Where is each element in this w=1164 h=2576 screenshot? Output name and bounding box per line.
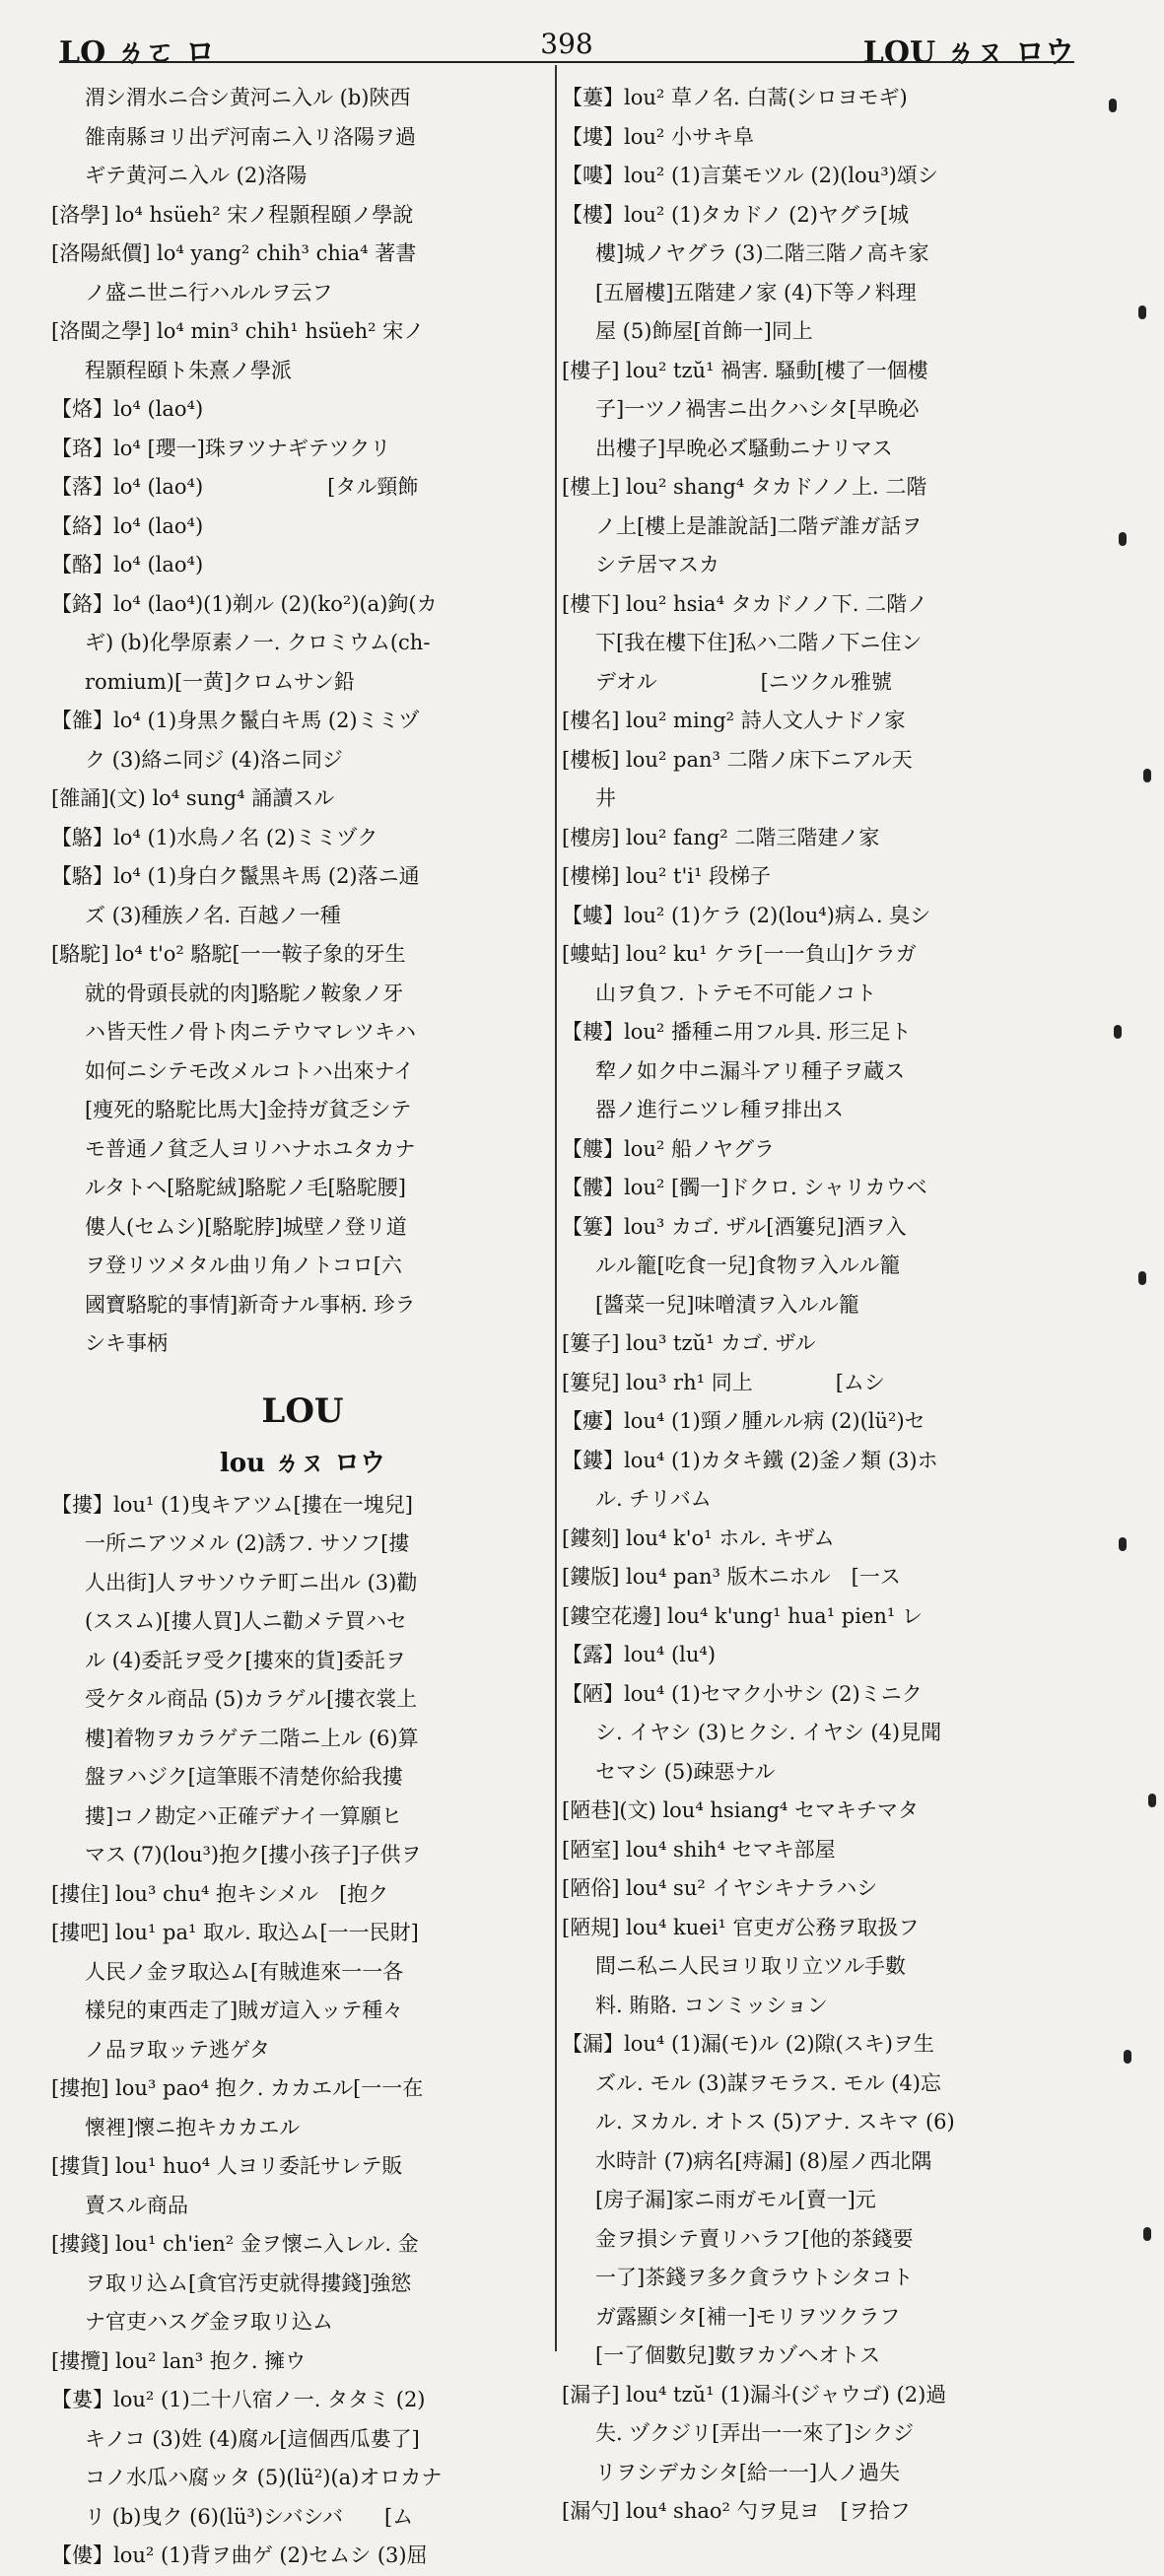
dictionary-line: 雒南縣ヨリ出デ河南ニ入リ洛陽ヲ過 <box>85 124 416 149</box>
dictionary-line: 【露】lou⁴ (lu⁴) <box>562 1643 717 1666</box>
dictionary-line: 【陋】lou⁴ (1)セマク小サシ (2)ミニク <box>562 1681 923 1706</box>
dictionary-line: 僂人(セムシ)[駱駝脖]城壁ノ登リ道 <box>85 1214 407 1239</box>
dictionary-line: 樓]城ノヤグラ (3)二階三階ノ高キ家 <box>595 241 929 265</box>
dictionary-line: 【婁】lou² (1)二十八宿ノ一. タタミ (2) <box>51 2388 426 2411</box>
dictionary-line: 受ケタル商品 (5)カラゲル[摟衣裳上 <box>85 1687 418 1711</box>
dictionary-line: [陋室] lou⁴ shih⁴ セマキ部屋 <box>562 1837 836 1862</box>
dictionary-line: ノ上[樓上是誰說話]二階デ誰ガ話ヲ <box>595 513 923 538</box>
dictionary-line: 樣兒的東西走了]賊ガ這入ッテ種々 <box>85 1999 404 2022</box>
dictionary-line: [摟錢] lou¹ ch'ien² 金ヲ懷ニ入レル. 金 <box>51 2232 419 2256</box>
dictionary-line: [陋俗] lou⁴ su² イヤシキナラハシ <box>562 1876 878 1900</box>
dictionary-line: [摟貨] lou¹ huo⁴ 人ヨリ委託サレテ販 <box>51 2154 403 2178</box>
dictionary-line: 摟]コノ勘定ハ正確デナイ一算願ヒ <box>85 1803 402 1828</box>
left-column <box>51 79 554 2576</box>
dictionary-line: [樓下] lou² hsia⁴ タカドノノ下. 二階ノ <box>562 591 928 616</box>
dictionary-line: 子]一ツノ禍害ニ出クハシタ[早晩必 <box>595 397 920 421</box>
dictionary-line: 下[我在樓下住]私ハ二階ノ下ニ住ン <box>595 631 923 654</box>
dictionary-line: 【瘻】lou⁴ (1)頸ノ腫ルル病 (2)(lü²)セ <box>562 1409 925 1433</box>
dictionary-line: [雒誦](文) lo⁴ sung⁴ 誦讀スル <box>51 786 335 810</box>
dictionary-line: romium)[一黄]クロムサン鉛 <box>85 669 355 694</box>
dictionary-line: [洛閩之學] lo⁴ min³ chih¹ hsüeh² 宋ノ <box>51 319 425 343</box>
dictionary-line: ギ) (b)化學原素ノ一. クロミウム(ch- <box>85 631 431 654</box>
dictionary-line: ル. チリバム <box>595 1487 712 1511</box>
dictionary-line: [醬菜一兒]味噌漬ヲ入ルル籠 <box>595 1292 859 1317</box>
section-title: LOU <box>261 1390 344 1431</box>
dictionary-line: 盤ヲハジク[這筆賬不清楚你給我摟 <box>85 1765 403 1789</box>
dictionary-line: ルタトヘ[駱駝絨]駱駝ノ毛[駱駝腰] <box>85 1176 406 1199</box>
dictionary-line: 水時計 (7)病名[痔漏] (8)屋ノ西北隅 <box>595 2148 932 2173</box>
dictionary-line: ズ (3)種族ノ名. 百越ノ一種 <box>85 903 341 927</box>
dictionary-line: 【駱】lo⁴ (1)身白ク鬣黒キ馬 (2)落ニ通 <box>51 864 420 888</box>
dictionary-line: 【樓】lou² (1)タカドノ (2)ヤグラ[城 <box>562 202 910 227</box>
dictionary-line: 出樓子]早晩必ズ騷動ニナリマス <box>595 436 893 460</box>
dictionary-line: [樓子] lou² tzŭ¹ 禍害. 騷動[樓了一個樓 <box>562 358 928 382</box>
dictionary-line: シ. イヤシ (3)ヒクシ. イヤシ (4)見聞 <box>595 1721 942 1744</box>
dictionary-line: 【蔞】lou² 草ノ名. 白蒿(シロヨモギ) <box>562 86 908 109</box>
dictionary-line: 【嘍】lou² (1)言葉モツル (2)(lou³)頌シ <box>562 164 938 187</box>
dictionary-line: モ普通ノ貧乏人ヨリハナホユタカナ <box>85 1136 416 1161</box>
dictionary-line: 人出街]人ヲサソウテ町ニ出ル (3)勸 <box>85 1570 418 1594</box>
dictionary-line: [痩死的駱駝比馬大]金持ガ貧乏シテ <box>85 1098 412 1121</box>
dictionary-line: 一了]茶錢ヲ多ク貪ラウトシタコト <box>595 2266 914 2289</box>
dictionary-line: 間ニ私ニ人民ヨリ取リ立ツル手數 <box>595 1954 906 1978</box>
header-right-guide: LOU ㄌㄡ ロウ <box>862 35 1074 70</box>
dictionary-line: [樓房] lou² fang² 二階三階建ノ家 <box>562 825 880 849</box>
dictionary-line: 一所ニアツメル (2)誘フ. サソフ[摟 <box>85 1531 410 1555</box>
dictionary-line: 如何ニシテモ改メルコトハ出來ナイ <box>85 1058 415 1083</box>
dictionary-line: 器ノ進行ニツレ種ヲ排出ス <box>595 1098 844 1121</box>
dictionary-line: 【耬】lou² 播種ニ用フル具. 形三足ト <box>562 1020 912 1044</box>
dictionary-line: [洛陽紙價] lo⁴ yang² chih³ chia⁴ 著書 <box>51 241 417 265</box>
right-column <box>562 79 1084 2532</box>
dictionary-line: [房子漏]家ニ雨ガモル[賣一]元 <box>595 2188 876 2211</box>
dictionary-line: 懷裡]懷ニ抱キカカエル <box>85 2115 301 2139</box>
dictionary-line: [樓梯] lou² t'i¹ 段梯子 <box>562 864 772 888</box>
dictionary-line: 屋 (5)飾屋[首飾一]同上 <box>595 319 813 343</box>
dictionary-line: リヲシデカシタ[給一一]人ノ過失 <box>595 2460 901 2484</box>
dictionary-line: ズル. モル (3)謀ヲモラス. モル (4)忘 <box>595 2070 941 2095</box>
dictionary-line: 【落】lo⁴ (lao⁴) [タル頸飾 <box>51 475 419 499</box>
dictionary-line: 【漏】lou⁴ (1)漏(モ)ル (2)隙(スキ)ヲ生 <box>562 2032 934 2056</box>
header-rule <box>59 61 1074 63</box>
dictionary-line: 就的骨頭長就的肉]駱駝ノ鞍象ノ牙 <box>85 981 404 1005</box>
dictionary-line: 【雒】lo⁴ (1)身黒ク鬣白キ馬 (2)ミミヅ <box>51 709 420 732</box>
dictionary-line: ルル籠[吃食一兒]食物ヲ入ルル籠 <box>595 1254 901 1277</box>
dictionary-line: [漏勺] lou⁴ shao² 勺ヲ見ヨ [ヲ拾フ <box>562 2499 911 2523</box>
dictionary-line: [摟住] lou³ chu⁴ 抱キシメル [抱ク <box>51 1881 389 1906</box>
dictionary-line: ハ皆天性ノ骨ト肉ニテウマレツキハ <box>85 1020 416 1044</box>
dictionary-line: 犂ノ如ク中ニ漏斗アリ種子ヲ蔵ス <box>595 1058 906 1083</box>
dictionary-line: [漏子] lou⁴ tzŭ¹ (1)漏斗(ジャウゴ) (2)過 <box>562 2382 947 2407</box>
dictionary-line: 國寶駱駝的事情]新奇ナル事柄. 珍ラ <box>85 1292 416 1317</box>
dictionary-line: [洛學] lo⁴ hsüeh² 宋ノ程顥程頤ノ學說 <box>51 202 414 227</box>
column-divider <box>555 65 557 2351</box>
dictionary-line: 【塿】lou² 小サキ阜 <box>562 124 754 149</box>
dictionary-line: リ (b)曳ク (6)(lü³)シバシバ [ム <box>85 2504 414 2529</box>
dictionary-line: [摟攬] lou² lan³ 抱ク. 擁ウ <box>51 2348 307 2373</box>
dictionary-line: 失. ヅクジリ[弄出一一來了]シクジ <box>595 2421 915 2445</box>
dictionary-line: 程顥程頤ト朱熹ノ學派 <box>85 358 292 382</box>
dictionary-line: ク (3)絡ニ同ジ (4)洛ニ同ジ <box>85 747 343 772</box>
dictionary-line: [螻蛄] lou² ku¹ ケラ[一一負山]ケラガ <box>562 942 917 966</box>
dictionary-line: 渭シ渭水ニ合シ黄河ニ入ル (b)陝西 <box>85 86 411 109</box>
dictionary-line: コノ水瓜ハ腐ッタ (5)(lü²)(a)オロカナ <box>85 2466 443 2489</box>
dictionary-line: シテ居マスカ <box>595 553 719 576</box>
dictionary-line: 【髏】lou² [髑一]ドクロ. シャリカウベ <box>562 1176 927 1199</box>
lou-entries-continued <box>562 79 1084 2532</box>
dictionary-line: [摟吧] lou¹ pa¹ 取ル. 取込ム[一一民財] <box>51 1921 419 1944</box>
dictionary-line: デオル [ニツクル雅號 <box>595 669 892 694</box>
dictionary-line: ル (4)委託ヲ受ク[摟來的貨]委託ヲ <box>85 1648 406 1672</box>
dictionary-line: 【簍】lou³ カゴ. ザル[酒簍兒]酒ヲ入 <box>562 1214 907 1239</box>
dictionary-line: 【艛】lou² 船ノヤグラ <box>562 1136 775 1161</box>
dictionary-line: 【鉻】lo⁴ (lao⁴)(1)剃ル (2)(ko²)(a)鉤(カ <box>51 591 438 616</box>
dictionary-line: キノコ (3)姓 (4)腐ル[這個西瓜婁了] <box>85 2426 420 2451</box>
dictionary-line: [駱駝] lo⁴ t'o² 駱駝[一一鞍子象的牙生 <box>51 942 406 966</box>
dictionary-line: 山ヲ負フ. トテモ不可能ノコト <box>595 981 877 1005</box>
dictionary-line: ノ盛ニ世ニ行ハルルヲ云フ <box>85 280 333 305</box>
dictionary-line: 料. 賄賂. コンミッション <box>595 1993 828 2017</box>
dictionary-line: ノ品ヲ取ッテ逃ゲタ <box>85 2037 270 2062</box>
dictionary-line: [鏤刻] lou⁴ k'o¹ ホル. キザム <box>562 1525 835 1550</box>
dictionary-line: ヲ登リツメタル曲リ角ノトコロ[六 <box>85 1254 402 1277</box>
dictionary-line: [鏤空花邊] lou⁴ k'ung¹ hua¹ pien¹ レ <box>562 1603 923 1628</box>
dictionary-line: 井 <box>595 786 616 810</box>
lou-entries <box>51 1486 554 2576</box>
dictionary-line: ナ官吏ハスグ金ヲ取リ込ム <box>85 2310 333 2334</box>
dictionary-line: 【鏤】lou⁴ (1)カタキ鐵 (2)釜ノ類 (3)ホ <box>562 1448 938 1472</box>
dictionary-line: [樓板] lou² pan³ 二階ノ床下ニアル天 <box>562 747 913 772</box>
dictionary-line: 【絡】lo⁴ (lao⁴) <box>51 513 204 538</box>
dictionary-line: [一了個數兒]數ヲカゾヘオトス <box>595 2343 881 2367</box>
dictionary-line: 【酪】lo⁴ (lao⁴) <box>51 553 204 576</box>
dictionary-line: ガ露顯シタ[補一]モリヲツクラフ <box>595 2304 901 2329</box>
dictionary-line: [鏤版] lou⁴ pan³ 版木ニホル [一ス <box>562 1565 901 1589</box>
dictionary-line: 金ヲ損シテ賣リハラフ[他的茶錢要 <box>595 2226 914 2251</box>
dictionary-line: ヲ取リ込ム[貪官汚吏就得摟錢]強慾 <box>85 2271 412 2295</box>
dictionary-line: [簍兒] lou³ rh¹ 同上 [ムシ <box>562 1370 885 1394</box>
dictionary-line: 人民ノ金ヲ取込ム[有賊進來一一各 <box>85 1959 404 1984</box>
dictionary-line: セマシ (5)疎惡ナル <box>595 1759 776 1784</box>
lo-entries <box>51 79 554 1364</box>
dictionary-line: [陋巷](文) lou⁴ hsiang⁴ セマキチマタ <box>562 1798 920 1822</box>
dictionary-line: [五層樓]五階建ノ家 (4)下等ノ料理 <box>595 280 917 305</box>
facing-page-edge <box>1089 59 1164 2326</box>
dictionary-line: [陋規] lou⁴ kuei¹ 官吏ガ公務ヲ取扱フ <box>562 1915 920 1939</box>
dictionary-line: 【僂】lou² (1)背ヲ曲ゲ (2)セムシ (3)屈 <box>51 2543 428 2567</box>
dictionary-line: [摟抱] lou³ pao⁴ 抱ク. カカエル[一一在 <box>51 2076 424 2100</box>
dictionary-line: マス (7)(lou³)抱ク[摟小孩子]子供ヲ <box>85 1843 422 1866</box>
dictionary-line: 賣スル商品 <box>85 2193 188 2217</box>
dictionary-line: [簍子] lou³ tzŭ¹ カゴ. ザル <box>562 1331 816 1355</box>
dictionary-line: ギテ黄河ニ入ル (2)洛陽 <box>85 164 308 187</box>
page-number: 398 <box>540 28 593 60</box>
section-subtitle: lou ㄌㄡ ロウ <box>219 1448 386 1478</box>
dictionary-line: (ススム)[摟人買]人ニ勸メテ買ハセ <box>85 1609 407 1633</box>
dictionary-line: 【螻】lou² (1)ケラ (2)(lou⁴)病ム. 臭シ <box>562 903 931 927</box>
dictionary-line: 【鴼】lo⁴ (1)水鳥ノ名 (2)ミミヅク <box>51 825 378 849</box>
dictionary-line: 【烙】lo⁴ (lao⁴) <box>51 397 204 421</box>
header-left-guide: LO ㄌㄛ ロ <box>59 35 216 70</box>
dictionary-line: シキ事柄 <box>85 1331 168 1355</box>
dictionary-line: [樓上] lou² shang⁴ タカドノノ上. 二階 <box>562 475 927 499</box>
dictionary-line: [樓名] lou² ming² 詩人文人ナドノ家 <box>562 709 906 732</box>
dictionary-line: 【摟】lou¹ (1)曳キアツム[摟在一塊兒] <box>51 1492 413 1517</box>
dictionary-line: 【珞】lo⁴ [瓔一]珠ヲツナギテツクリ <box>51 436 391 460</box>
dictionary-line: 樓]着物ヲカラゲテ二階ニ上ル (6)算 <box>85 1726 419 1750</box>
dictionary-line: ル. ヌカル. オトス (5)アナ. スキマ (6) <box>595 2110 955 2134</box>
